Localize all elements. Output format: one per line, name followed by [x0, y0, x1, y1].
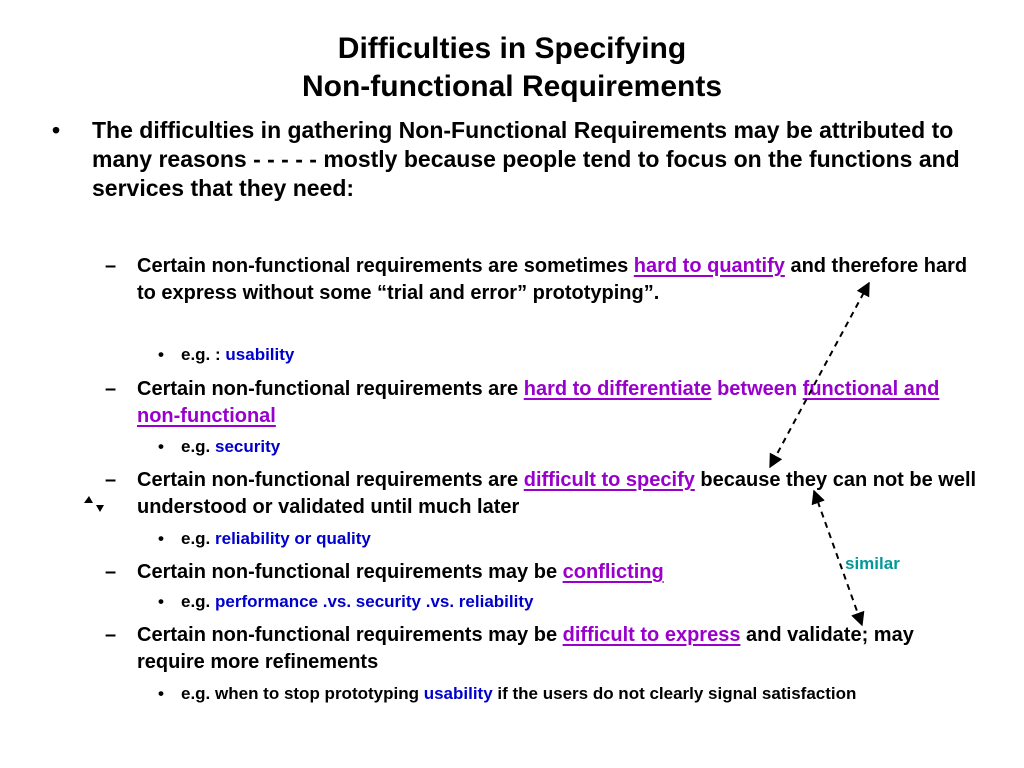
item-text-post: and validate; may require more refinements — [137, 624, 914, 673]
example-prefix: e.g. when to stop prototyping — [181, 684, 424, 703]
dashed-arrow-specify-to-express — [814, 491, 862, 625]
dash-icon: – — [105, 469, 117, 491]
main-bullet-text: The difficulties in gathering Non-Functional Requirements may be attributed to many reasons - - - - - mostly because people tend to focus on the functions and services that they need: — [92, 117, 960, 201]
example-prefix: e.g. : — [181, 345, 226, 364]
example-prefix: e.g. — [181, 592, 216, 611]
highlight-difficult-to-specify: difficult to specify — [523, 469, 695, 491]
example-value: reliability or quality — [215, 529, 371, 548]
item-text-post: because they can not be well understood or validated until much later — [137, 469, 977, 518]
highlight-hard-to-differentiate: hard to differentiate — [523, 378, 712, 400]
sub-bullet-icon: • — [158, 437, 164, 456]
highlight-difficult-to-express: difficult to express — [562, 624, 741, 646]
item-text-post: and therefore hard to express without some “trial and error” prototyping”. — [137, 255, 968, 304]
highlight-hard-to-quantify: hard to quantify — [633, 255, 785, 277]
example-value: security — [215, 437, 281, 456]
example-prefix: e.g. — [181, 437, 216, 456]
item-text-pre: Certain non-functional requirements are — [137, 469, 524, 491]
item-text-mid: between — [711, 378, 803, 400]
example-prefix: e.g. — [181, 529, 216, 548]
item-text-pre: Certain non-functional requirements are sometimes — [137, 255, 634, 277]
dash-icon: – — [105, 255, 117, 277]
item-text-pre: Certain non-functional requirements may be — [137, 561, 563, 583]
sub-bullet-icon: • — [158, 592, 164, 611]
dashed-arrow-quantify-to-specify — [770, 283, 869, 467]
highlight-conflicting: conflicting — [562, 561, 664, 583]
example-value: usability — [423, 684, 493, 703]
example-suffix: if the users do not clearly signal satisfaction — [492, 684, 857, 703]
sub-bullet-icon: • — [158, 684, 164, 703]
highlight-functional-and-non-functional: functional and non-functional — [137, 378, 940, 427]
dash-icon: – — [105, 378, 117, 400]
sub-bullet-icon: • — [158, 345, 164, 364]
example-value: performance .vs. security .vs. reliability — [215, 592, 534, 611]
sub-bullet-icon: • — [158, 529, 164, 548]
bullet-icon: • — [52, 117, 61, 143]
item-text-pre: Certain non-functional requirements may be — [137, 624, 563, 646]
item-text-pre: Certain non-functional requirements are — [137, 378, 524, 400]
small-double-arrow-icon — [84, 496, 104, 512]
slide-title-line-2: Non-functional Requirements — [301, 70, 722, 103]
dash-icon: – — [105, 624, 117, 646]
slide-title-line-1: Difficulties in Specifying — [337, 32, 687, 65]
dash-icon: – — [105, 561, 117, 583]
similar-annotation-label: similar — [845, 554, 900, 573]
example-value: usability — [225, 345, 295, 364]
